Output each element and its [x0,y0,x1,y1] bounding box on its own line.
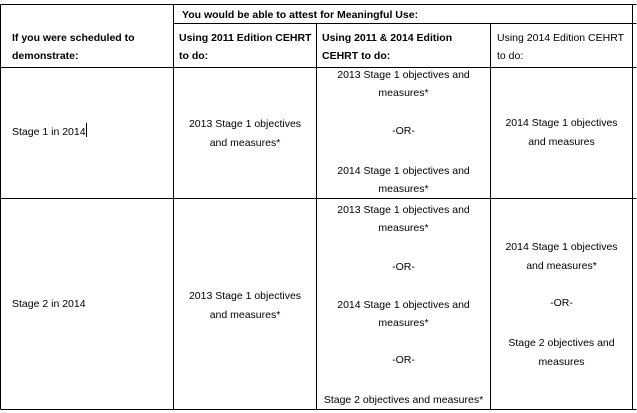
stage1-2011-line2: and measures* [209,137,281,149]
stage2-2014-a-line1: 2014 Stage 1 objectives [505,241,618,253]
stage2-both-a-line2: measures* [378,222,429,234]
scheduled-header-line1: If you were scheduled to [12,32,135,44]
stage2-2011-line2: and measures* [209,309,281,321]
stage1-2014-line1: 2014 Stage 1 objectives [505,117,618,129]
row-label-stage2: Stage 2 in 2014 [12,298,86,310]
stage1-both-a-line1: 2013 Stage 1 objectives and [337,69,470,81]
stage2-2014-a-line2: and measures* [526,260,597,272]
col-2014-header-line2: to do: [497,50,524,62]
row-label-stage1: Stage 1 in 2014 [12,126,86,138]
attest-header: You would be able to attest for Meaningful Use: [182,9,419,21]
stage1-both-b-line1: 2014 Stage 1 objectives and [337,165,470,177]
stage2-2014-b-line1: Stage 2 objectives and [508,337,615,349]
stage2-2014-b-line2: measures [538,356,585,368]
stage2-both-or1: -OR- [392,261,415,273]
col-2011-header-line2: to do: [179,50,209,62]
col-both-header-line2: CEHRT to do: [322,50,391,62]
stage1-both-a-line2: measures* [378,87,429,99]
stage2-2014-or: -OR- [550,297,573,309]
scheduled-header-line2: demonstrate: [12,50,79,62]
col-2011-header-line1: Using 2011 Edition CEHRT [179,32,312,44]
text-cursor [86,123,87,137]
stage1-2011-line1: 2013 Stage 1 objectives [188,118,302,130]
stage2-both-or2: -OR- [392,354,415,366]
stage2-both-c: Stage 2 objectives and measures* [323,394,484,406]
stage1-2014-line2: and measures [528,136,595,148]
stage2-2011-line1: 2013 Stage 1 objectives [188,290,302,302]
stage1-both-or: -OR- [392,125,415,137]
stage2-both-a-line1: 2013 Stage 1 objectives and [337,204,470,216]
col-2014-header-line1: Using 2014 Edition CEHRT [497,32,625,44]
col-both-header-line1: Using 2011 & 2014 Edition [322,32,453,44]
stage2-both-b-line2: measures* [378,317,429,329]
stage1-both-b-line2: measures* [378,183,429,195]
stage2-both-b-line1: 2014 Stage 1 objectives and [337,299,470,311]
